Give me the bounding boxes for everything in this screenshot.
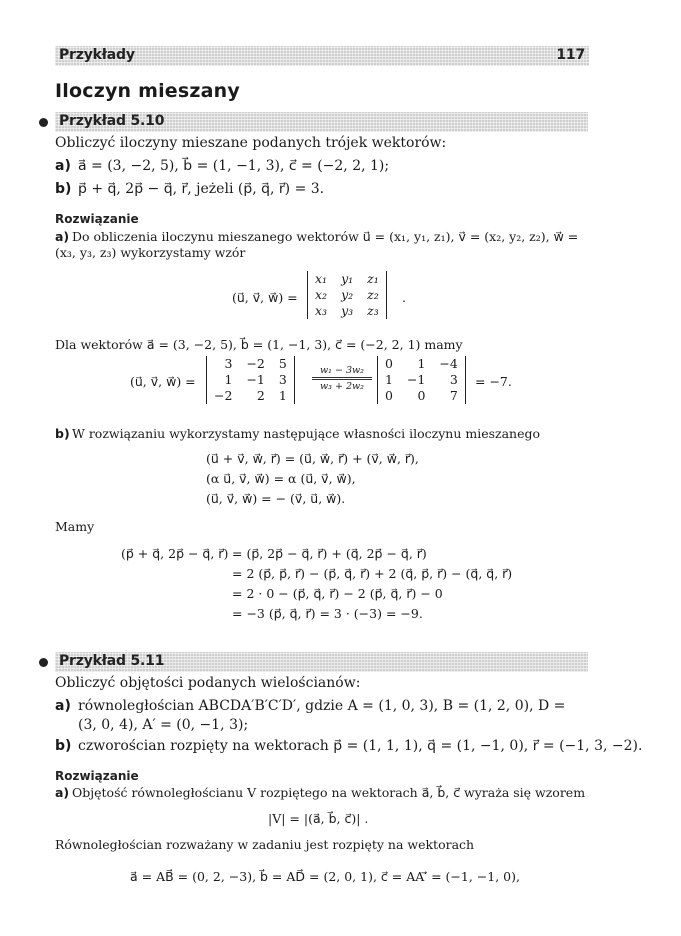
derivation-step-2: = 2 (p⃗, p⃗, r⃗) − (p⃗, q⃗, r⃗) + 2 (q⃗, p⃗, r⃗) − (q⃗, q⃗, r⃗) — [232, 566, 513, 581]
cell: z₃ — [367, 303, 379, 318]
cell: 3 — [278, 372, 287, 387]
cell: 5 — [278, 356, 287, 371]
cell: 1 — [385, 372, 393, 387]
item-b-text: p⃗ + q⃗, 2p⃗ − q⃗, r⃗, jeżeli (p⃗, q⃗, r⃗) = 3. — [78, 181, 325, 197]
item-a-marker: a) — [55, 698, 71, 714]
derivation-step-3: = 2 · 0 − (p⃗, q⃗, r⃗) − 2 (p⃗, q⃗, r⃗) − 0 — [232, 586, 443, 601]
cell: 3 — [224, 356, 233, 371]
item-a-text: a⃗ = (3, −2, 5), b⃗ = (1, −1, 3), c⃗ = (−2, 2, 1); — [78, 158, 390, 174]
given-vectors-line: Dla wektorów a⃗ = (3, −2, 5), b⃗ = (1, −1, 3), c⃗ = (−2, 2, 1) mamy — [55, 337, 463, 352]
cell: x₃ — [315, 303, 328, 318]
property-1: (u⃗ + v⃗, w⃗, r⃗) = (u⃗, w⃗, r⃗) + (v⃗, w⃗, r⃗), — [206, 451, 419, 466]
cell: −2 — [246, 356, 265, 371]
cell: z₂ — [367, 287, 379, 302]
cell: 1 — [278, 388, 287, 403]
cell: z₁ — [367, 271, 379, 286]
cell: y₁ — [341, 271, 354, 286]
cell: −1 — [406, 372, 426, 387]
item-b-text: czworościan rozpięty na wektorach p⃗ = (1, 1, 1), q⃗ = (1, −1, 0), r⃗ = (−1, 3, −2). — [78, 738, 643, 754]
cell: 1 — [417, 356, 426, 371]
cell: 7 — [449, 388, 458, 403]
section-title: Iloczyn mieszany — [55, 80, 240, 102]
cell: 0 — [417, 388, 426, 403]
cell: 0 — [385, 388, 393, 403]
bullet-icon — [39, 118, 48, 127]
part-a-line2: Równoległościan rozważany w zadaniu jest rozpięty na wektorach — [55, 837, 475, 852]
bullet-icon — [39, 658, 48, 667]
item-b-marker: b) — [55, 738, 72, 754]
example-511-label: Przykład 5.11 — [59, 653, 165, 669]
formula-determinant — [307, 271, 387, 319]
property-2: (α u⃗, v⃗, w⃗) = α (u⃗, v⃗, w⃗), — [206, 471, 356, 486]
cell: x₁ — [315, 271, 328, 286]
item-b-marker: b) — [55, 181, 72, 197]
formula-lhs: (u⃗, v⃗, w⃗) = — [232, 290, 298, 305]
example-511-bar — [55, 652, 588, 672]
part-b-intro: W rozwiązaniu wykorzystamy następujące własności iloczynu mieszanego — [72, 426, 541, 441]
row-op-line — [312, 377, 372, 380]
example-510-label: Przykład 5.10 — [59, 113, 165, 129]
cell: −2 — [214, 388, 233, 403]
cell: 2 — [256, 388, 265, 403]
property-3: (u⃗, v⃗, w⃗) = − (v⃗, u⃗, w⃗). — [206, 491, 346, 506]
solution-heading: Rozwiązanie — [55, 212, 139, 226]
cell: y₂ — [341, 287, 354, 302]
calc-result: = −7. — [475, 374, 512, 389]
mamy-text: Mamy — [55, 519, 95, 534]
example-510-task: Obliczyć iloczyny mieszane podanych trójek wektorów: — [55, 135, 447, 151]
cell: y₃ — [341, 303, 354, 318]
cell: 0 — [385, 356, 393, 371]
part-a-marker: a) — [55, 229, 70, 244]
item-a-text-cont: (3, 0, 4), A′ = (0, −1, 3); — [78, 717, 249, 733]
example-510-bar — [55, 112, 588, 132]
part-a-line1: Do obliczenia iloczynu mieszanego wektorów u⃗ = (x₁, y₁, z₁), v⃗ = (x₂, y₂, z₂), w⃗ = — [72, 229, 579, 244]
part-a-marker: a) — [55, 785, 70, 800]
item-a-text: równoległościan ABCDA′B′C′D′, gdzie A = (1, 0, 3), B = (1, 2, 0), D = — [78, 698, 566, 714]
derivation-step-1: = (p⃗, 2p⃗ − q⃗, r⃗) + (q⃗, 2p⃗ − q⃗, r⃗) — [232, 546, 427, 561]
formula-end: . — [402, 290, 406, 305]
volume-formula: |V| = |(a⃗, b⃗, c⃗)| . — [268, 811, 369, 826]
derivation-lhs: (p⃗ + q⃗, 2p⃗ − q⃗, r⃗) — [121, 546, 229, 561]
example-511-task: Obliczyć objętości podanych wielościanów: — [55, 675, 361, 691]
running-header-bar — [55, 46, 589, 66]
cell: −4 — [439, 356, 458, 371]
part-a-line1: Objętość równoległościanu V rozpiętego na wektorach a⃗, b⃗, c⃗ wyraża się wzorem — [72, 785, 586, 800]
cell: x₂ — [315, 287, 328, 302]
part-a-line2: (x₃, y₃, z₃) wykorzystamy wzór — [55, 245, 246, 260]
row-op-top: w₁ − 3w₂ — [320, 365, 364, 376]
matrix-2 — [377, 356, 466, 404]
cell: 3 — [449, 372, 458, 387]
row-operation — [312, 365, 372, 392]
spanning-vectors: a⃗ = AB⃗ = (0, 2, −3), b⃗ = AD⃗ = (2, 0, 1), c⃗ = AA′⃗ = (−1, −1, 0), — [130, 869, 520, 884]
item-a-marker: a) — [55, 158, 71, 174]
matrix-1 — [206, 356, 295, 404]
cell: −1 — [246, 372, 265, 387]
page-number: 117 — [556, 47, 585, 63]
solution-heading: Rozwiązanie — [55, 769, 139, 783]
cell: 1 — [224, 372, 233, 387]
row-op-bottom: w₃ + 2w₂ — [320, 381, 364, 392]
calc-lhs: (u⃗, v⃗, w⃗) = — [130, 374, 196, 389]
derivation-step-4: = −3 (p⃗, q⃗, r⃗) = 3 · (−3) = −9. — [232, 606, 423, 621]
running-title: Przykłady — [59, 47, 135, 63]
part-b-marker: b) — [55, 426, 70, 441]
